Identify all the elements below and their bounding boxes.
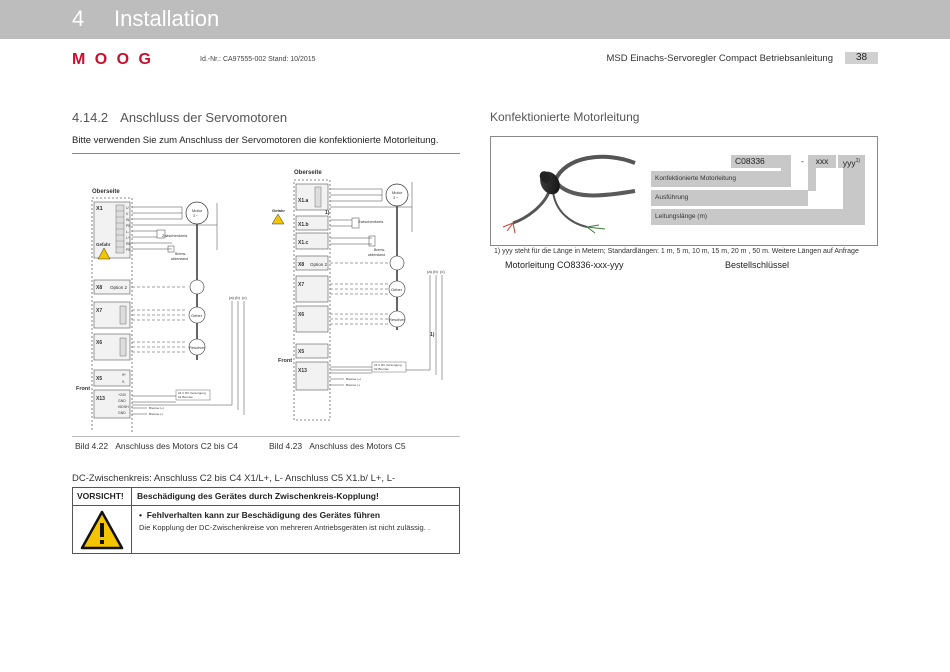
document-id: Id.-Nr.: CA97555-002 Stand: 10/2015 [200,56,316,63]
option-encoder [190,280,204,294]
motor-cable-image [495,141,639,241]
label-oberseite-2: Oberseite [294,170,322,176]
hazard-icon-2 [272,214,284,224]
label-fuer-bremse-2: für Bremse [374,367,389,371]
warning-table [72,487,460,554]
figure-text: Anschluss des Motors C5 [309,441,406,451]
label-motor-sub-2: 3 ~ [393,196,398,200]
label-x5-2: X5 [298,349,305,355]
order-code-yyy [838,155,865,168]
chapter-number: 4 [72,6,85,31]
figure-number: Bild 4.23 [269,441,303,451]
caption-divider [72,436,460,437]
code-bar-konfektioniert: Konfektionierte Motorleitung [651,171,791,187]
label-resolver: Resolver [189,345,205,350]
label-cable-b: (b) [235,295,240,300]
code-bar-ausfuehrung: Ausführung [651,190,808,206]
label-x8: X8 [96,285,103,291]
label-x6-2: X6 [298,312,305,318]
label-cable-c-2: (c) [440,269,445,274]
manual-title: MSD Einachs-Servoregler Compact Betriebsanleitung [606,53,833,64]
warning-bullet-text: Fehlverhalten kann zur Beschädigung des Gerätes führen [146,510,381,520]
label-x8-2: X8 [298,262,305,268]
label-fuer-bremse: für Bremse [178,395,193,399]
pin-w: W [126,218,130,222]
motor-symbol-2 [386,184,408,206]
label-zwischenkreis-2: Zwischenkreis [358,219,384,224]
section-heading [72,110,287,125]
intro-text: Bitte verwenden Sie zum Anschluss der Servomotoren die konfektionierte Motorleitung. [72,135,439,146]
label-bremse-minus: Bremse (-) [149,412,164,416]
pin-v: V [126,212,129,216]
warning-triangle-icon [80,510,124,550]
label-gefahr-2: Gefahr [272,208,285,213]
figure-text: Anschluss des Motors C2 bis C4 [115,441,239,451]
label-option: Option 2 [110,285,128,290]
pin-u: U [126,206,129,210]
motor-cable-box [490,136,878,246]
label-x1c: X1.c [298,240,309,246]
label-geber: Geber [191,313,203,318]
chapter-title: Installation [114,6,220,31]
warning-body-row [73,506,459,553]
diagram-c2-c4 [76,189,247,432]
pin-l-plus: L+ [126,236,130,240]
order-key-caption: Bestellschlüssel [725,260,790,270]
warning-body [132,506,459,553]
figure-number: Bild 4.22 [75,441,109,451]
label-zwischenkreis: Zwischenkreis [162,233,188,238]
pin-24v: +24V [118,393,127,397]
label-x1: X1 [96,206,103,212]
pin-gnd: GND [118,399,126,403]
label-brems-2: Brems- [374,248,386,252]
warning-header-row [73,488,459,506]
motor-cable-heading: Konfektionierte Motorleitung [490,110,640,124]
header-bar [0,0,950,39]
label-x7: X7 [96,308,103,314]
label-brems: Brems- [175,252,187,256]
moog-logo [72,50,154,66]
section-number: 4.14.2 [72,110,109,125]
label-cable-a-2: (a) [427,269,432,274]
warning-label: VORSICHT! [73,488,132,505]
order-code-xxx: xxx [808,155,836,168]
pin-rb: RB [126,242,131,246]
note-1: 1) [325,210,330,216]
pin-gnd2: GND [118,411,126,415]
x1-pins [116,205,124,253]
label-x13: X13 [96,396,105,402]
x7-block-2 [296,276,328,302]
warning-bullet: • Fehlverhalten kann zur Beschädigung des Gerätes führen [139,510,381,520]
label-x1b: X1.b [298,222,309,228]
label-geber-2: Geber [391,287,403,292]
warning-description: Die Kopplung der DC-Zwischenkreise von mehreren Antriebsgeräten ist nicht zulässig. . [139,523,430,532]
order-code-footnote-ref: 1) [855,158,861,164]
section-title: Anschluss der Servomotoren [120,110,288,125]
label-24v-supply: 24 V DC Versorgung [178,391,206,395]
length-footnote: 1) yyy steht für die Länge in Metern; Standardlängen: 1 m, 5 m, 10 m, 15 m, 20 m , 50 m. Weitere Längen auf Anfrage [494,248,859,255]
warning-title: Beschädigung des Gerätes durch Zwischenkreis-Kopplung! [137,491,379,501]
figure-caption-4-23 [269,441,406,451]
label-x1a: X1.a [298,198,309,204]
label-resolver-2: Resolver [389,317,405,322]
label-widerstand: widerstand [171,257,188,261]
x1a-block [296,184,328,210]
pin-l-minus: L- [126,230,130,234]
label-gefahr: Gefahr [96,242,111,247]
label-option-2: Option 2 [310,262,328,267]
motor-symbol [186,202,208,224]
pin-pe: PE [126,224,131,228]
label-bremse-plus-2: Bremse (+) [346,377,361,381]
label-motor-sub: 3 ~ [193,214,198,218]
order-code-main: C08336 [731,155,791,168]
label-widerstand-2: widerstand [368,253,385,257]
figure-caption-4-22 [75,441,238,451]
order-code-dash: - [801,156,804,166]
code-bar-laenge: Leitungslänge (m) [651,209,865,225]
label-bremse-plus: Bremse (+) [149,406,164,410]
label-x7-2: X7 [298,282,305,288]
motor-cable-caption: Motorleitung CO8336-xxx-yyy [505,260,624,270]
label-24v-supply-2: 24 V DC Versorgung [374,363,402,367]
label-cable-b-2: (b) [433,269,438,274]
order-code-yyy-text: yyy [842,157,856,168]
label-front-2: Front [278,358,293,364]
label-motor: Motor [192,208,203,213]
wiring-diagrams [72,160,460,432]
label-x6: X6 [96,340,103,346]
warning-icon-cell [73,506,132,553]
label-cable-c: (c) [242,295,247,300]
logo-text: MOOG [72,51,152,66]
pin-pe2: PE [126,248,131,252]
label-x5: X5 [96,376,103,382]
label-front: Front [76,386,91,392]
label-oberseite: Oberseite [92,189,120,195]
page-number: 38 [845,52,878,64]
x13-block-2 [296,362,328,390]
dc-link-note: DC-Zwischenkreis: Anschluss C2 bis C4 X1/L+, L- Anschluss C5 X1.b/ L+, L- [72,473,396,484]
diagram-c5 [272,170,445,420]
note-1b: 1) [430,332,435,338]
order-code [651,155,865,227]
pin-isdsh: ISDSH [118,405,129,409]
x6-block-2 [296,306,328,332]
pin-theta-minus: ϑ- [122,380,126,384]
label-cable-a: (a) [229,295,234,300]
label-bremse-minus-2: Bremse (-) [346,383,361,387]
label-motor-2: Motor [392,190,403,195]
divider [72,153,460,154]
label-x13-2: X13 [298,368,307,374]
pin-theta-plus: ϑ+ [122,373,126,377]
